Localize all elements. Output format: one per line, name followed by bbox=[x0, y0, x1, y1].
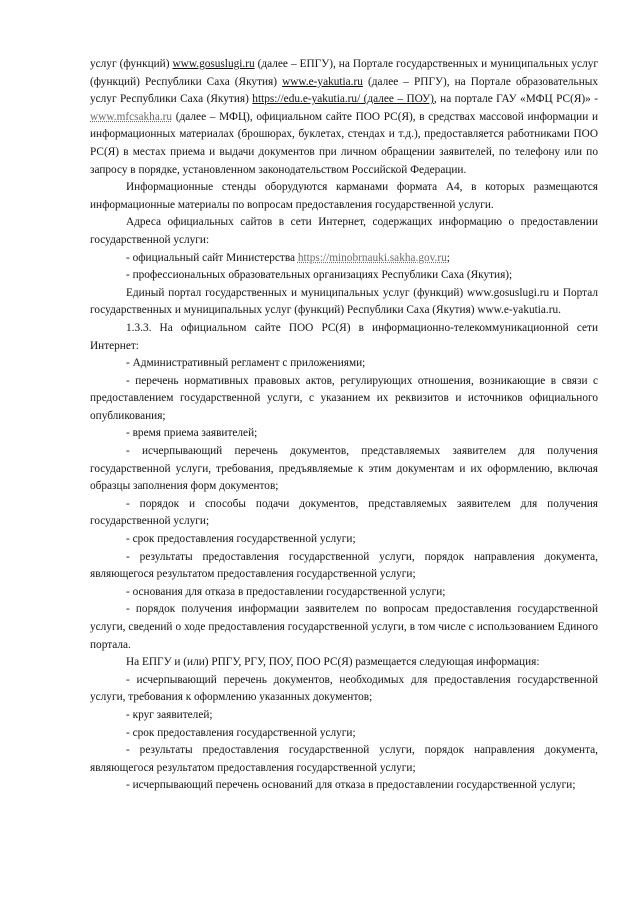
text-span: (далее – МФЦ), официальном сайте ПОО РС(Я), в средствах массовой информации и информационных материалах (брошюрах, буклетах, стендах и т.д.), предоставляется работниками ПОО РС(Я) в местах приема и выдачи документов при личном обращении заявителей, по телефону или по запросу в порядке, установленном законодательством Российской Федерации. bbox=[90, 110, 598, 176]
list-item: - результаты предоставления государственной услуги, порядок направления документа, являющегося результатом предоставления государственной услуги; bbox=[90, 744, 598, 774]
list-item: - время приема заявителей; bbox=[126, 427, 258, 440]
list-item: - порядок получения информации заявителем по вопросам предоставления государственной услуги, сведений о ходе предоставления государственной услуги, в том числе с использованием Единого портала. bbox=[90, 603, 598, 651]
text-span: (далее – ЕПГУ), на Портале государственных и муниципальных услуг (функций) Республики Саха (Якутия) bbox=[90, 58, 598, 88]
list-item: - исчерпывающий перечень оснований для отказа в предоставлении государственной услуги; bbox=[126, 779, 576, 792]
section-heading-1-3-3: 1.3.3. На официальном сайте ПОО РС(Я) в информационно-телекоммуникационной сети Интернет: bbox=[90, 321, 598, 352]
list-item: - порядок и способы подачи документов, представляемых заявителем для получения государственной услуги; bbox=[90, 497, 598, 528]
list-item: - срок предоставления государственной услуги; bbox=[126, 533, 356, 546]
list-item-prof-orgs: - профессиональных образовательных организациях Республики Саха (Якутия); bbox=[126, 269, 513, 282]
text-span: - официальный сайт Министерства bbox=[126, 251, 298, 264]
text-span: , на портале ГАУ «МФЦ РС(Я)» - bbox=[433, 93, 598, 106]
paragraph-info-stands: Информационные стенды оборудуются карманами формата А4, в которых размещаются информационные материалы по вопросам предоставления государственной услуги. bbox=[90, 181, 598, 211]
link-minobrnauki[interactable]: https://minobrnauki.sakha.gov.ru bbox=[297, 251, 447, 264]
text-span: ; bbox=[446, 251, 450, 264]
list-item: - срок предоставления государственной услуги; bbox=[126, 726, 356, 739]
list-item-ministry-site bbox=[90, 250, 598, 268]
list-item: - результаты предоставления государственной услуги, порядок направления документа, являющегося результатом предоставления государственной услуги; bbox=[90, 550, 598, 581]
list-item: - круг заявителей; bbox=[126, 708, 213, 721]
list-item: - Административный регламент с приложениями; bbox=[126, 357, 366, 370]
list-item: - исчерпывающий перечень документов, необходимых для предоставления государственной услуги, требования к оформлению указанных документов; bbox=[90, 673, 598, 704]
paragraph-website-addresses: Адреса официальных сайтов в сети Интернет, содержащих информацию о предоставлении государственной услуги: bbox=[90, 216, 598, 246]
text-span: (далее – РПГУ), на Портале образовательных услуг Республики Саха (Якутия) bbox=[90, 75, 598, 106]
list-item: - исчерпывающий перечень документов, представляемых заявителем для получения государственной услуги, требования, предъявляемые к этим документам и их оформлению, включая образцы заполнения форм документов; bbox=[90, 445, 598, 493]
list-item: - перечень нормативных правовых актов, регулирующих отношения, возникающие в связи с предоставлением государственной услуги, с указанием их реквизитов и источников официального опубликования; bbox=[90, 374, 598, 422]
document-body bbox=[90, 56, 598, 795]
list-item: - основания для отказа в предоставлении государственной услуги; bbox=[126, 585, 446, 598]
paragraph-unified-portal: Единый портал государственных и муниципальных услуг (функций) www.gosuslugi.ru и Портал государственных и муниципальных услуг (функций) Республики Саха (Якутия) www.e-yakutia.ru. bbox=[90, 286, 598, 317]
paragraph-portal-info: На ЕПГУ и (или) РПГУ, РГУ, ПОУ, ПОО РС(Я) размещается следующая информация: bbox=[126, 656, 540, 669]
link-gosuslugi[interactable]: www.gosuslugi.ru bbox=[172, 58, 255, 70]
link-e-yakutia[interactable]: www.e-yakutia.ru bbox=[282, 75, 363, 88]
paragraph-info-sources bbox=[90, 56, 598, 179]
link-edu-e-yakutia[interactable]: https://edu.e-yakutia.ru/ (далее – ПОУ) bbox=[252, 93, 434, 106]
link-mfcsakha[interactable]: www.mfcsakha.ru bbox=[90, 110, 173, 123]
text-span: услуг (функций) bbox=[90, 58, 173, 70]
